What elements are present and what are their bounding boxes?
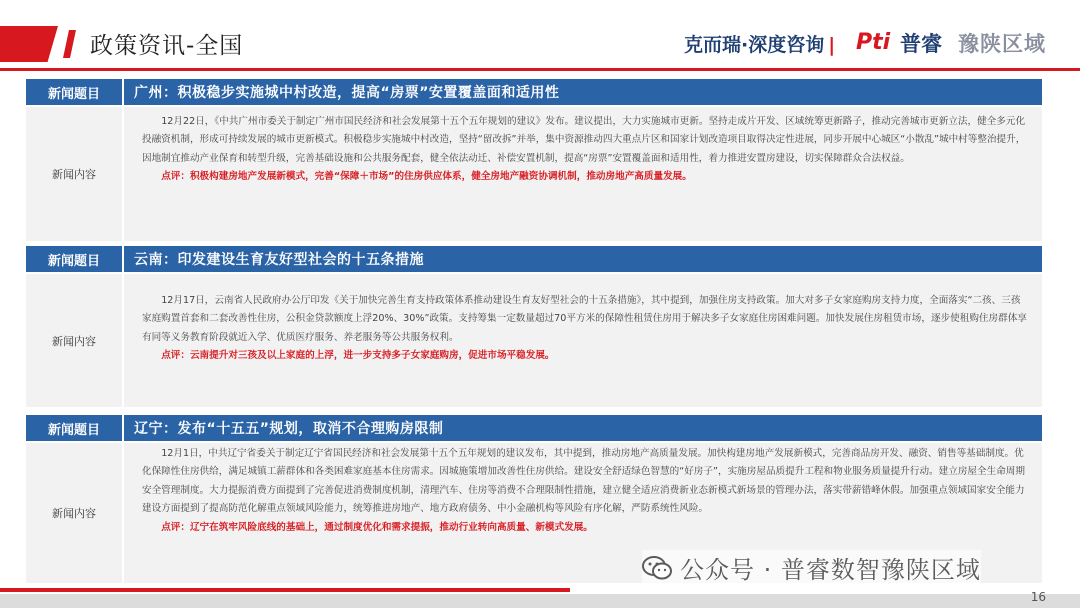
headline-label: 新闻题目: [26, 246, 124, 272]
content-label: 新闻内容: [26, 107, 124, 241]
news-headline-row: [26, 79, 1042, 105]
title-accent-bar: [63, 30, 76, 58]
news-headline-row: [26, 246, 1042, 272]
brand-separator: |: [828, 34, 836, 56]
pti-logo-icon: [856, 24, 900, 56]
news-headline-row: [26, 415, 1042, 441]
headline-label: 新闻题目: [26, 79, 124, 105]
news-block-yunnan: [26, 246, 1042, 407]
brand-cric-text: 克而瑞·深度咨询: [684, 34, 825, 56]
news-content-row: [26, 105, 1042, 241]
news-comment: 点评：辽宁在筑牢风险底线的基础上，通过制度优化和需求提振，推动行业转向高质量、新模式发展。: [161, 521, 593, 533]
news-block-guangzhou: [26, 79, 1042, 241]
news-headline: 广州：积极稳步实施城中村改造，提高“房票”安置覆盖面和适用性: [124, 79, 1042, 105]
news-body: 12月17日，云南省人民政府办公厅印发《关于加快完善生育支持政策体系推动建设生育友好型社会的十五条措施》，其中提到，加强住房支持政策。加大对多子女家庭购房支持力度，全面落实“二孩、三孩家庭购置首套和二套改善性住房，公积金贷款额度上浮20%、30%”政策。支持筹集一定数量超过70平方米的保障性租赁住房用于解决多子女家庭住房困难问题。加快发展住房租赁市场，逐步使租购住房群体享有同等义务教育阶段就近入学、优质医疗服务、养老服务等公共服务权利。: [142, 295, 1027, 343]
footer-red-line: [0, 588, 570, 592]
news-content-row: [26, 272, 1042, 407]
pti-logo-text: Pti: [856, 30, 891, 55]
page-number: 16: [1030, 590, 1046, 604]
news-content: [124, 274, 1042, 407]
news-body: 12月22日，《中共广州市委关于制定广州市国民经济和社会发展第十五个五年规划的建议》发布。建议提出，大力实施城市更新。坚持走成片开发、区域统筹更新路子，推动完善城市更新立法，健全多元化投融资机制，形成可持续发展的城市更新模式。积极稳步实施城中村改造，坚持“留改拆”并举，集中资源推动四大重点片区和国家计划改造项目取得决定性进展，同步开展中心城区“小散乱”城中村等整治提升，因地制宜推动产业保育和转型升级，完善基础设施和公共服务配套，健全依法动迁、补偿安置机制，提高“房票”安置覆盖面和适用性，着力推进安置房建设，切实保障群众合法权益。: [142, 116, 1026, 164]
page-header: [0, 0, 1080, 72]
brand-region: 豫陕区域: [958, 32, 1046, 56]
wechat-account-name: 公众号 · 普睿数智豫陕区域: [680, 556, 981, 584]
wechat-watermark: [642, 550, 981, 585]
news-headline: 辽宁：发布“十五五”规划，取消不合理购房限制: [124, 415, 1042, 441]
footer-band: [0, 594, 1080, 608]
wechat-icon: [642, 555, 672, 581]
news-comment: 点评：云南提升对三孩及以上家庭的上浮，进一步支持多子女家庭购房，促进市场平稳发展。: [161, 350, 555, 362]
news-content: [124, 107, 1042, 241]
page-title: 政策资讯-全国: [90, 33, 244, 59]
header-divider: [0, 68, 1080, 71]
content-label: 新闻内容: [26, 274, 124, 407]
brand-purui: 普睿: [900, 32, 942, 56]
brand-cric: [684, 30, 839, 57]
headline-label: 新闻题目: [26, 415, 124, 441]
news-comment: 点评：积极构建房地产发展新模式，完善“保障＋市场”的住房供应体系，健全房地产融资协调机制，推动房地产高质量发展。: [161, 171, 692, 183]
news-headline: 云南：印发建设生育友好型社会的十五条措施: [124, 246, 1042, 272]
news-body: 12月1日，中共辽宁省委关于制定辽宁省国民经济和社会发展第十五个五年规划的建议发布，其中提到，推动房地产高质量发展。加快构建房地产发展新模式，完善商品房开发、融资、销售等基础制度。优化保障性住房供给，满足城镇工薪群体和各类困难家庭基本住房需求。因城施策增加改善性住房供给。建设安全舒适绿色智慧的“好房子”，实施房屋品质提升工程和物业服务质量提升行动。建立房屋全生命周期安全管理制度。大力提振消费方面提到了完善促进消费制度机制，清理汽车、住房等消费不合理限制性措施，建立健全适应消费新业态新模式新场景的管理办法，落实带薪错峰休假。加强重点领域国家安全能力建设方面提到了提高防范化解重点领域风险能力，统筹推进房地产、地方政府债务、中小金融机构等风险有序化解，严防系统性风险。: [142, 448, 1025, 515]
content-label: 新闻内容: [26, 443, 124, 583]
